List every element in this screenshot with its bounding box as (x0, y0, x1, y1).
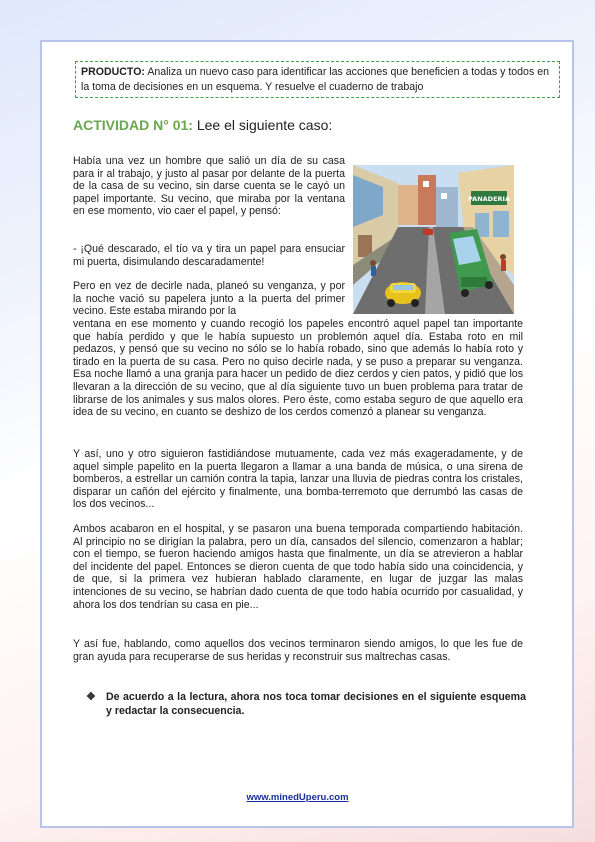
story-paragraph-6: Y así fue, hablando, como aquellos dos vecinos terminaron siendo amigos, lo que les fue de gran ayuda para recuperarse de sus heridas y reconstruir sus maltrechas casas. (73, 638, 523, 663)
product-box (75, 61, 560, 98)
footer-link[interactable]: www.minedUperu.com (246, 792, 349, 803)
diamond-bullet-icon: ❖ (86, 691, 96, 703)
activity-title (73, 117, 332, 133)
activity-instruction: Lee el siguiente caso: (192, 117, 333, 133)
activity-label: ACTIVIDAD N° 01: (73, 117, 193, 133)
product-label: PRODUCTO: (81, 66, 145, 78)
story-paragraph-1: Había una vez un hombre que salió un día de su casa para ir al trabajo, y justo al pasar por delante de la puerta de la casa de su vecino, sin darse cuenta se le cayó un papel importante. Su vecino, que miraba por la ventana en ese momento, vio caer el papel, y pensó: (73, 155, 345, 218)
story-paragraph-2: - ¡Qué descarado, el tío va y tira un papel para ensuciar mi puerta, disimulando descaradamente! (73, 243, 345, 268)
bakery-sign-text: PANADERIA (468, 195, 510, 203)
story-paragraph-3a: Pero en vez de decirle nada, planeó su venganza, y por la noche vació su papelera junto a la puerta del primer vecino. Este estaba mirando por la (73, 280, 345, 318)
street-illustration (353, 165, 514, 314)
story-paragraph-3b: ventana en ese momento y cuando recogió los papeles encontró aquel papel tan importante que había perdido y que le había supuesto un problemón aquel día. Estaba roto en mil pedazos, y pensó que su vecino no sólo se lo había robado, sino que además lo había roto y tirado en la puerta de su casa. Pero no quiso decirle nada, y se puso a preparar su venganza. Esa noche llamó a una granja para hacer un pedido de diez cerdos y cien patos, y pidió que los llevaran a la dirección de su vecino, que al día siguiente tuvo un buen problema para tratar de librarse de los animales y sus malos olores. Pero éste, como estaba seguro de que aquello era idea de su vecino, en cuanto se deshizo de los cerdos comenzó a planear su venganza. (73, 318, 523, 419)
story-paragraph-4: Y así, uno y otro siguieron fastidiándose mutuamente, cada vez más exageradamente, y de aquel simple papelito en la puerta llegaron a llamar a una banda de música, o una sirena de bomberos, a estrellar un camión contra la tapia, lanzar una lluvia de piedras contra los cristales, disparar un cañón del ejército y finalmente, una bomba-terremoto que derrumbó las casas de los dos vecinos... (73, 448, 523, 511)
instruction-text: De acuerdo a la lectura, ahora nos toca tomar decisiones en el siguiente esquema y redactar la consecuencia. (106, 691, 526, 717)
product-text: Analiza un nuevo caso para identificar las acciones que beneficien a todas y todos en la toma de decisiones en un esquema. Y resuelve el cuaderno de trabajo (81, 66, 549, 93)
street-scene-image (353, 165, 514, 314)
instruction-bullet (86, 690, 526, 718)
story-paragraph-5: Ambos acabaron en el hospital, y se pasaron una buena temporada compartiendo habitación. Al principio no se dirigían la palabra, pero un día, cansados del silencio, comenzaron a hablar; con el tiempo, se fueron haciendo amigos hasta que finalmente, un día se atrevieron a hablar del incidente del papel. Entonces se dieron cuenta de que todo había sido una coincidencia, y de que, si la primera vez hubieran hablado claramente, en lugar de juzgar las malas intenciones de su vecino, se habrían dado cuenta de que todo había ocurrido por casualidad, y ahora los dos tendrían su casa en pie... (73, 523, 523, 611)
